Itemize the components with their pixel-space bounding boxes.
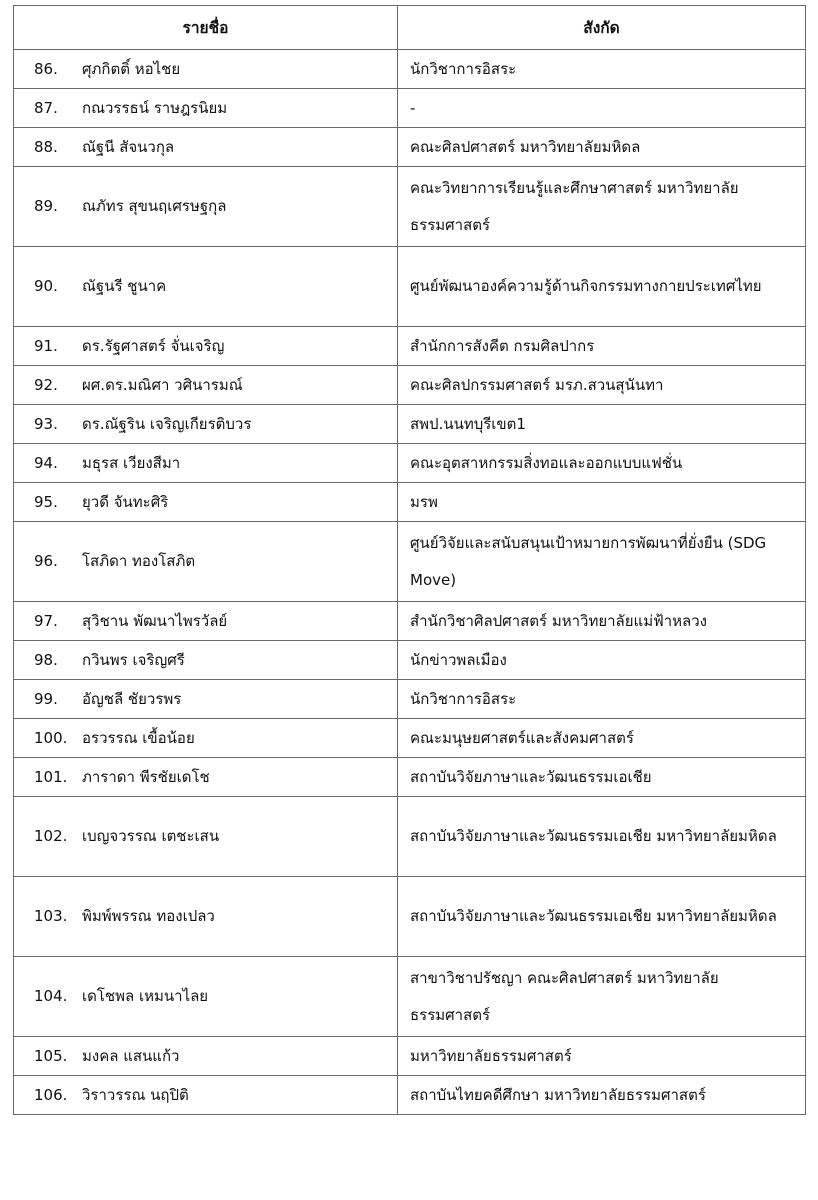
row-number: 94. (34, 453, 58, 472)
row-affiliation: ศูนย์พัฒนาองค์ความรู้ด้านกิจกรรมทางกายประเทศไทย (398, 247, 806, 327)
table-row (14, 366, 806, 405)
row-affiliation: คณะอุตสาหกรรมสิ่งทอและออกแบบแฟชั่น (398, 444, 806, 483)
table-row (14, 797, 806, 877)
row-name: ยุวดี จันทะศิริ (82, 492, 169, 511)
row-affiliation: มหาวิทยาลัยธรรมศาสตร์ (398, 1037, 806, 1076)
table-row (14, 758, 806, 797)
row-affiliation: สำนักวิชาศิลปศาสตร์ มหาวิทยาลัยแม่ฟ้าหลวง (398, 602, 806, 641)
row-affiliation: - (398, 89, 806, 128)
row-number: 101. (34, 767, 68, 786)
row-number: 91. (34, 336, 58, 355)
row-number: 103. (34, 907, 68, 925)
table-row (14, 522, 806, 602)
row-affiliation: ศูนย์วิจัยและสนับสนุนเป้าหมายการพัฒนาที่ยั่งยืน (SDG Move) (398, 522, 806, 602)
table-row (14, 602, 806, 641)
signatory-table (13, 5, 806, 1115)
table-row (14, 50, 806, 89)
table-row (14, 641, 806, 680)
table-row (14, 957, 806, 1037)
row-name: วิราวรรณ นฤปิติ (82, 1085, 189, 1104)
row-name: อัญชลี ชัยวรพร (82, 689, 182, 708)
row-number: 105. (34, 1046, 68, 1065)
row-affiliation: สาขาวิชาปรัชญา คณะศิลปศาสตร์ มหาวิทยาลัยธรรมศาสตร์ (398, 957, 806, 1037)
row-name: กวินพร เจริญศรี (82, 650, 185, 669)
table-header-row (14, 6, 806, 50)
row-affiliation: คณะศิลปกรรมศาสตร์ มรภ.สวนสุนันทา (398, 366, 806, 405)
row-affiliation: สถาบันวิจัยภาษาและวัฒนธรรมเอเชีย มหาวิทยาลัยมหิดล (398, 877, 806, 957)
row-affiliation: นักวิชาการอิสระ (398, 680, 806, 719)
table-row (14, 89, 806, 128)
row-number: 102. (34, 827, 68, 845)
row-affiliation: นักวิชาการอิสระ (398, 50, 806, 89)
table-row (14, 719, 806, 758)
row-affiliation: สำนักการสังคีต กรมศิลปากร (398, 327, 806, 366)
table-row (14, 327, 806, 366)
row-name: พิมพ์พรรณ ทองเปลว (82, 907, 215, 925)
row-affiliation: คณะวิทยาการเรียนรู้และศึกษาศาสตร์ มหาวิทยาลัยธรรมศาสตร์ (398, 167, 806, 247)
row-number: 90. (34, 277, 58, 295)
row-affiliation: คณะศิลปศาสตร์ มหาวิทยาลัยมหิดล (398, 128, 806, 167)
table-row (14, 167, 806, 247)
row-name: สุวิชาน พัฒนาไพรวัลย์ (82, 611, 228, 630)
row-affiliation: คณะมนุษยศาสตร์และสังคมศาสตร์ (398, 719, 806, 758)
row-name: โสภิดา ทองโสภิต (82, 552, 196, 570)
row-number: 92. (34, 375, 58, 394)
row-name: มธุรส เวียงสีมา (82, 453, 181, 472)
row-name: ณภัทร สุขนฤเศรษฐกุล (82, 197, 227, 215)
row-number: 98. (34, 650, 58, 669)
table-row (14, 444, 806, 483)
table-row (14, 128, 806, 167)
row-number: 96. (34, 552, 58, 570)
row-number: 106. (34, 1085, 68, 1104)
row-name: ดร.รัฐศาสตร์ จั่นเจริญ (82, 336, 225, 355)
row-name: มงคล แสนแก้ว (82, 1046, 180, 1065)
row-affiliation: สพป.นนทบุรีเขต1 (398, 405, 806, 444)
row-number: 86. (34, 59, 58, 78)
row-affiliation: สถาบันวิจัยภาษาและวัฒนธรรมเอเชีย (398, 758, 806, 797)
row-affiliation: มรพ (398, 483, 806, 522)
row-name: ศุภกิตติ์ หอไชย (82, 59, 181, 78)
table-row (14, 1076, 806, 1115)
header-affiliation: สังกัด (398, 6, 806, 50)
row-affiliation: นักข่าวพลเมือง (398, 641, 806, 680)
header-name: รายชื่อ (14, 6, 398, 50)
table-row (14, 877, 806, 957)
row-number: 104. (34, 987, 68, 1005)
row-number: 88. (34, 137, 58, 156)
row-name: ภาราดา พีรชัยเดโช (82, 767, 210, 786)
row-number: 97. (34, 611, 58, 630)
table-row (14, 1037, 806, 1076)
row-name: ผศ.ดร.มณิศา วศินารมณ์ (82, 375, 243, 394)
table-row (14, 483, 806, 522)
table-row (14, 247, 806, 327)
row-number: 95. (34, 492, 58, 511)
row-name: เดโชพล เหมนาไลย (82, 987, 209, 1005)
row-name: กณวรรธน์ ราษฎรนิยม (82, 98, 228, 117)
row-number: 100. (34, 728, 68, 747)
row-name: อรวรรณ เขื้อน้อย (82, 728, 195, 747)
row-name: ดร.ณัฐริน เจริญเกียรติบวร (82, 414, 252, 433)
row-name: ณัฐนรี ชูนาค (82, 277, 167, 295)
row-number: 87. (34, 98, 58, 117)
row-number: 99. (34, 689, 58, 708)
row-affiliation: สถาบันวิจัยภาษาและวัฒนธรรมเอเชีย มหาวิทยาลัยมหิดล (398, 797, 806, 877)
row-number: 89. (34, 197, 58, 215)
row-affiliation: สถาบันไทยคดีศึกษา มหาวิทยาลัยธรรมศาสตร์ (398, 1076, 806, 1115)
table-row (14, 680, 806, 719)
row-name: เบญจวรรณ เตชะเสน (82, 827, 220, 845)
row-number: 93. (34, 414, 58, 433)
table-row (14, 405, 806, 444)
row-name: ณัฐนี สัจนวกุล (82, 137, 175, 156)
